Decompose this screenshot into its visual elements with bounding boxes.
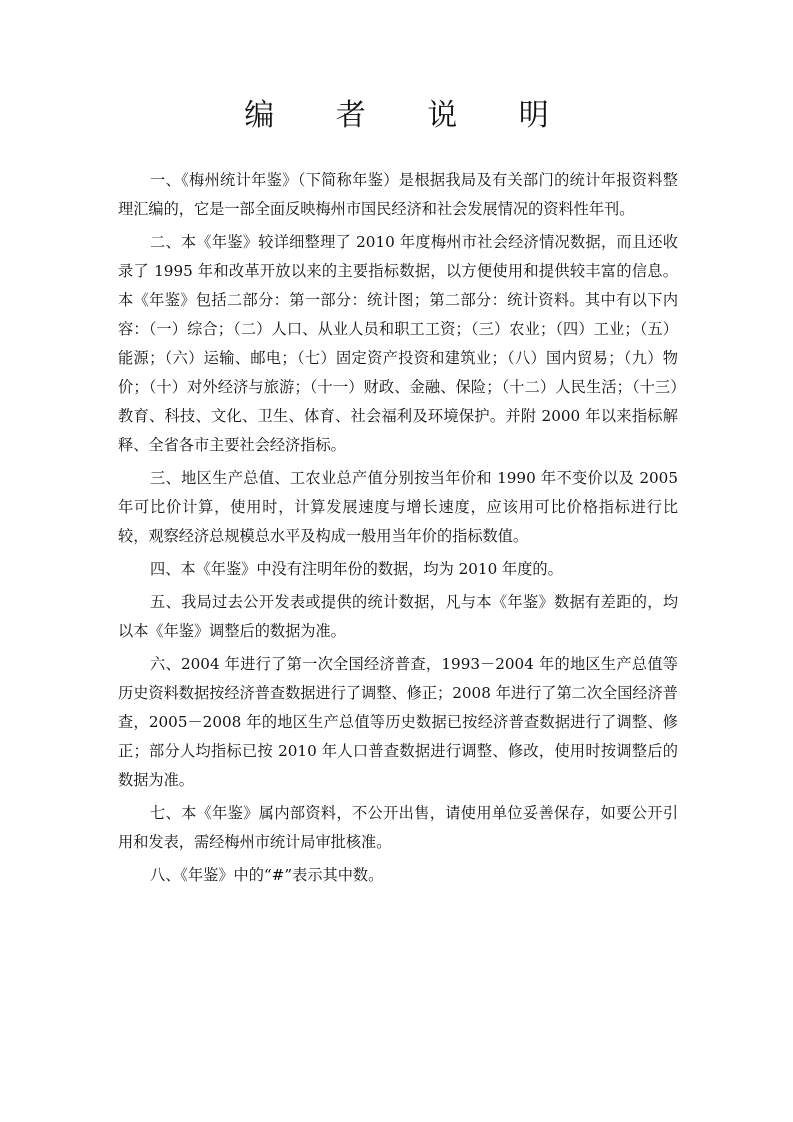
document-body xyxy=(118,166,678,894)
paragraph-7: 七、本《年鉴》属内部资料，不公开出售，请使用单位妥善保存，如要公开引用和发表，需经梅州市统计局审批核准。 xyxy=(118,804,678,851)
paragraph-5: 五、我局过去公开发表或提供的统计数据，凡与本《年鉴》数据有差距的，均以本《年鉴》调整后的数据为准。 xyxy=(118,593,678,640)
paragraph-6: 六、2004 年进行了第一次全国经济普查，1993－2004 年的地区生产总值等历史资料数据按经济普查数据进行了调整、修正；2008 年进行了第二次全国经济普查，2005－2008 年的地区生产总值等历史数据已按经济普查数据进行了调整、修正；部分人均指标已按 2010 年人口普查数据进行调整、修改，使用时按调整后的数据为准。 xyxy=(118,655,678,789)
paragraph-3: 三、地区生产总值、工农业总产值分别按当年价和 1990 年不变价以及 2005 年可比价计算，使用时，计算发展速度与增长速度，应该用可比价格指标进行比较，观察经济总规模总水平及构成一般用当年价的指标数值。 xyxy=(118,469,678,545)
paragraph-1: 一、《梅州统计年鉴》（下简称年鉴）是根据我局及有关部门的统计年报资料整理汇编的，它是一部全面反映梅州市国民经济和社会发展情况的资料性年刊。 xyxy=(118,171,678,218)
page-title: 编 者 说 明 xyxy=(244,98,575,133)
paragraph-8: 八、《年鉴》中的“#”表示其中数。 xyxy=(150,866,384,884)
paragraph-4: 四、本《年鉴》中没有注明年份的数据，均为 2010 年度的。 xyxy=(150,560,563,578)
paragraph-2: 二、本《年鉴》较详细整理了 2010 年度梅州市社会经济情况数据，而且还收录了 1995 年和改革开放以来的主要指标数据，以方便使用和提供较丰富的信息。本《年鉴》包括二部分：第一部分：统计图；第二部分：统计资料。其中有以下内容：（一）综合；（二）人口、从业人员和职工工资；（三）农业；（四）工业；（五）能源；（六）运输、邮电；（七）固定资产投资和建筑业；（八）国内贸易；（九）物价；（十）对外经济与旅游；（十一）财政、金融、保险；（十二）人民生活；（十三）教育、科技、文化、卫生、体育、社会福利及环境保护。并附 2000 年以来指标解释、全省各市主要社会经济指标。 xyxy=(118,233,678,454)
